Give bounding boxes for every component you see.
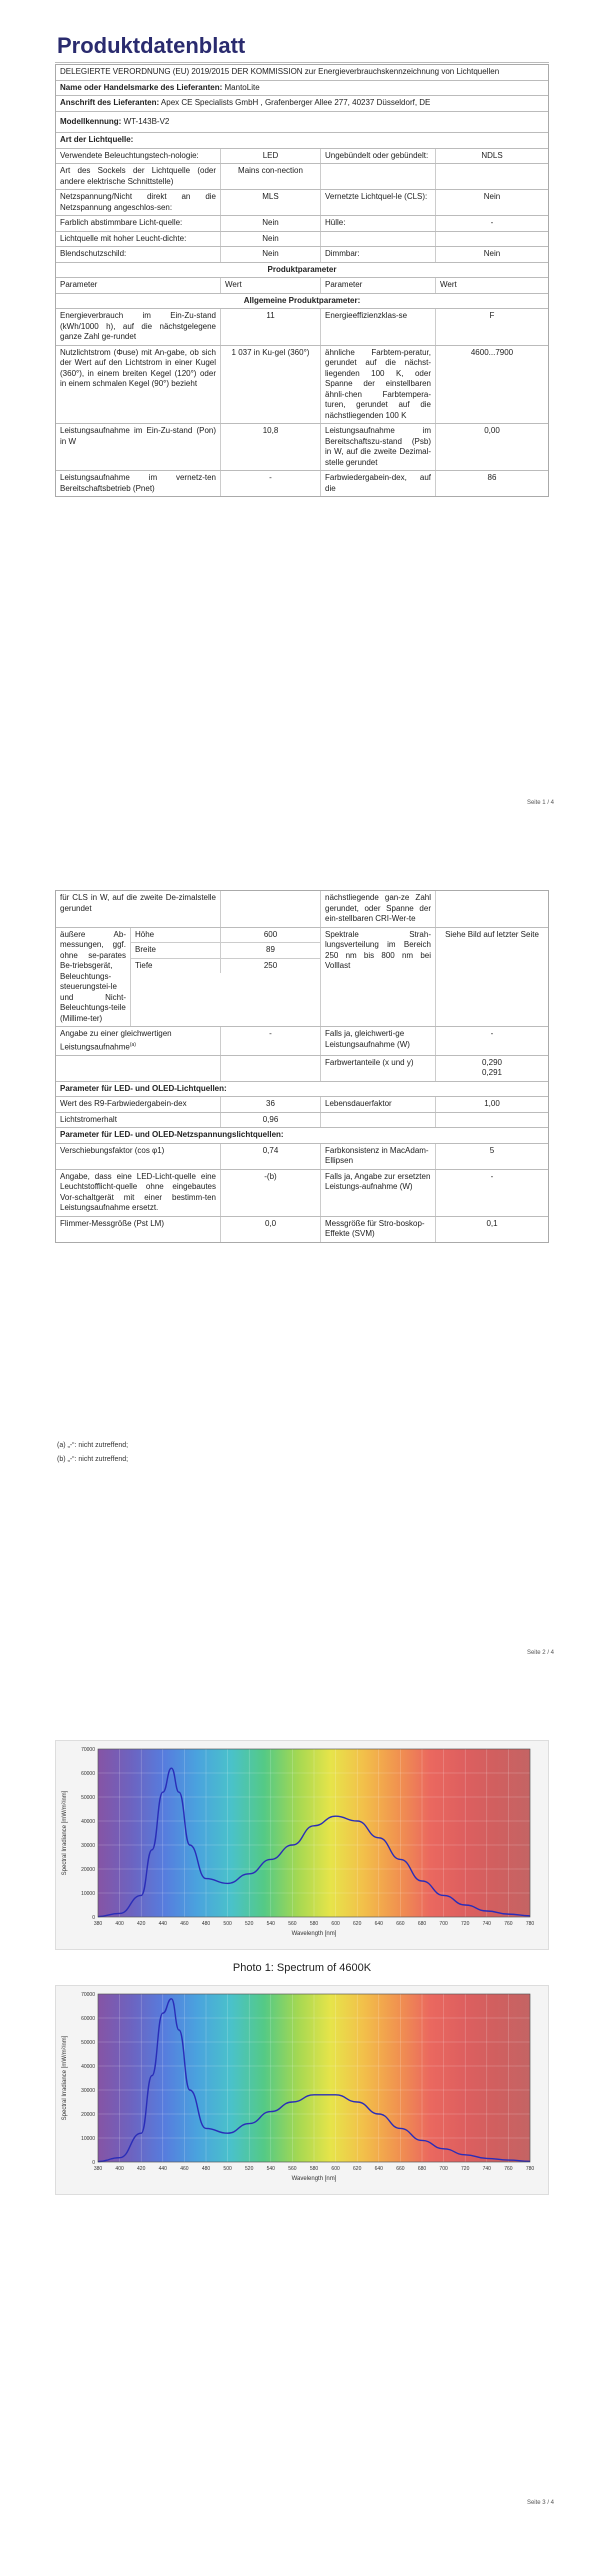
x-tick-label: 400	[115, 2166, 124, 2172]
datasheet-table-page2	[55, 890, 549, 1243]
x-tick-label: 680	[417, 1921, 427, 1927]
y-tick-label: 70000	[81, 1992, 95, 1998]
cell-value: 1,00	[484, 1099, 500, 1109]
dimension-value: 89	[266, 945, 275, 954]
table-row	[56, 1056, 548, 1082]
document-title: Produktdatenblatt	[57, 33, 246, 58]
page-number: Seite 1 / 4	[526, 800, 554, 806]
x-tick-label: 600	[331, 1921, 340, 1927]
spectral-value: Siehe Bild auf letzter Seite	[445, 929, 539, 939]
cell-value: Nein	[221, 232, 321, 247]
x-tick-label: 400	[115, 1921, 124, 1927]
x-tick-label: 760	[504, 1921, 513, 1927]
spectrum-figure-1	[55, 1740, 549, 1950]
cell-label: Blendschutzschild:	[56, 247, 221, 262]
cell-empty	[56, 1056, 221, 1081]
cell-label	[321, 232, 436, 247]
page-1	[0, 0, 604, 850]
title-divider	[55, 62, 549, 63]
cell-label: Vernetzte Lichtquel-le (CLS):	[321, 190, 436, 215]
dimensions-row	[56, 928, 548, 1028]
cell-value: MLS	[221, 190, 321, 215]
cell-value	[436, 1056, 548, 1081]
cell-label: ähnliche Farbtem-peratur, gerundet auf die nächst-liegenden 100 K, oder Spanne der einstellbaren ähnli-chen Farbtempera-turen, gerundet auf die nächstliegenden 100 K	[321, 346, 436, 424]
x-tick-label: 720	[461, 1921, 470, 1927]
led-params-heading: Parameter für LED- und OLED-Lichtquellen:	[60, 1083, 227, 1093]
x-tick-label: 500	[223, 1921, 232, 1927]
dimensions-block	[56, 928, 321, 1027]
x-tick-label: 660	[396, 2166, 405, 2172]
cell-label	[56, 1027, 221, 1055]
table-row	[56, 149, 548, 165]
dimension-key: Höhe	[131, 928, 221, 943]
y-tick-label: 0	[92, 2160, 95, 2166]
general-params-heading: Allgemeine Produktparameter:	[243, 295, 361, 305]
cell-empty	[221, 1056, 321, 1081]
x-tick-label: 520	[245, 1921, 254, 1927]
cell-value: F	[489, 311, 495, 320]
table-row	[56, 1170, 548, 1217]
x-tick-label: 700	[439, 2166, 448, 2172]
cell-value: LED	[221, 149, 321, 164]
page-3	[0, 1700, 604, 2550]
x-axis-label: Wavelength [nm]	[291, 1931, 337, 1937]
y-axis-label: Spectral Irradiance [mW/m²/nm]	[62, 1790, 68, 1876]
y-tick-label: 30000	[81, 1843, 95, 1849]
x-tick-label: 740	[482, 1921, 491, 1927]
cell-label: Farbwiedergabein-dex, auf die	[321, 471, 436, 496]
cell-label: Hülle:	[321, 216, 436, 231]
cell-label: für CLS in W, auf die zweite De-zimalstelle gerundet	[56, 891, 221, 927]
footnote-b: (b) „-“: nicht zutreffend;	[57, 1456, 129, 1463]
x-tick-label: 620	[353, 1921, 362, 1927]
model-value: WT-143B-V2	[123, 116, 170, 126]
supplier-name-value: MantoLite	[224, 82, 260, 92]
cell-label: Energieeffizienzklas-se	[321, 309, 436, 345]
cell-label: Leistungsaufnahme im Bereitschaftszu-stand (Psb) in W, auf die zweite Dezimal-stelle gerundet	[321, 424, 436, 470]
color-y-value: 0,291	[481, 1068, 503, 1078]
y-tick-label: 20000	[81, 2112, 95, 2118]
dimension-row	[131, 943, 320, 959]
cell-value: 11	[221, 309, 321, 345]
cell-value: 0,1	[486, 1218, 498, 1228]
equiv-label: Angabe zu einer gleichwertigen Leistungsaufnahme	[60, 1029, 172, 1052]
cell-value: 10,8	[221, 424, 321, 470]
cell-label: Nutzlichtstrom (Φuse) mit An-gabe, ob sich der Wert auf den Lichtstrom in einer Kugel (360°), in einem breiten Kegel (120°) oder in einem schmalen Kegel (90°) bezieht	[56, 346, 221, 424]
footnote-ref: (a)	[129, 1041, 136, 1048]
cell-label: Energieverbrauch im Ein-Zu-stand (kWh/1000 h), auf die nächstgelegene ganze Zahl ge-rundet	[56, 309, 221, 345]
spectral-label: Spektrale Strah-lungsverteilung im Bereich 250 nm bis 800 nm bei Volllast	[321, 928, 436, 1027]
datasheet-table-page1	[55, 64, 549, 497]
cell-label: Farbkonsistenz in MacAdam-Ellipsen	[321, 1144, 436, 1169]
x-tick-label: 380	[93, 1921, 103, 1927]
y-tick-label: 50000	[81, 1795, 95, 1801]
x-tick-label: 660	[396, 1921, 405, 1927]
cell-value: 36	[221, 1097, 321, 1112]
cell-value: 1 037 in Ku-gel (360°)	[221, 346, 321, 424]
x-tick-label: 420	[137, 2166, 146, 2172]
cell-label: Lichtquelle mit hoher Leucht-dichte:	[56, 232, 221, 247]
cell-value: Mains con-nection	[221, 164, 321, 189]
cell-label	[321, 164, 436, 189]
cell-label: Netzspannung/Nicht direkt an die Netzspannung angeschlos-sen:	[56, 190, 221, 215]
dimension-row	[131, 959, 320, 974]
mains-params-heading: Parameter für LED- und OLED-Netzspannungslichtquellen:	[60, 1130, 284, 1140]
header-parameter: Parameter	[321, 278, 436, 293]
cell-value	[436, 164, 548, 189]
cell-label: Ungebündelt oder gebündelt:	[321, 149, 436, 164]
x-tick-label: 740	[482, 2166, 491, 2172]
cell-value	[221, 891, 321, 927]
regulation-text: DELEGIERTE VERORDNUNG (EU) 2019/2015 DER KOMMISSION zur Energieverbrauchskennzeichnung von Lichtquellen	[60, 67, 500, 76]
cell-label: Farbwertanteile (x und y)	[321, 1056, 436, 1081]
header-value: Wert	[440, 280, 457, 289]
spectrum-figure-2	[55, 1985, 549, 2195]
supplier-address-row	[56, 96, 548, 111]
cell-value: -	[490, 1171, 494, 1181]
dimensions-table	[131, 928, 320, 1027]
cell-value: 5	[489, 1145, 495, 1155]
cell-value	[436, 232, 548, 247]
table-row	[56, 1144, 548, 1170]
cell-value: Nein	[483, 249, 501, 258]
x-tick-label: 580	[309, 2166, 319, 2172]
table-row	[56, 1113, 548, 1129]
cell-value: -	[221, 471, 321, 496]
cell-label: Falls ja, gleichwerti-ge Leistungsaufnahme (W)	[321, 1027, 436, 1055]
x-tick-label: 540	[266, 2166, 275, 2172]
x-tick-label: 720	[461, 2166, 470, 2172]
dimensions-label: äußere Ab-messungen, ggf. ohne se-parates Be-triebsgerät, Beleuchtungs-steuerungstei-le und Nicht-Beleuchtungs-teile (Millime-ter)	[56, 928, 131, 1027]
dimension-key: Tiefe	[131, 959, 221, 974]
cell-label: Lebensdauerfaktor	[321, 1097, 436, 1112]
x-tick-label: 700	[439, 1921, 448, 1927]
cell-label: Falls ja, Angabe zur ersetzten Leistungs-aufnahme (W)	[321, 1170, 436, 1216]
product-params-heading: Produktparameter	[267, 264, 337, 274]
x-tick-label: 500	[223, 2166, 232, 2172]
x-tick-label: 420	[137, 1921, 146, 1927]
cell-value: -	[221, 1027, 321, 1055]
table-row	[56, 1097, 548, 1113]
cell-value	[436, 891, 548, 927]
dimension-key: Breite	[131, 943, 221, 958]
y-tick-label: 10000	[81, 2136, 95, 2142]
table-row	[56, 309, 548, 346]
supplier-name-row	[56, 81, 548, 96]
cell-value: 0,74	[221, 1144, 321, 1169]
cell-value: 4600...7900	[470, 347, 514, 357]
y-tick-label: 10000	[81, 1891, 95, 1897]
dimension-row	[131, 928, 320, 944]
x-tick-label: 780	[525, 2166, 535, 2172]
cell-label: Angabe, dass eine LED-Licht-quelle eine Leuchtstofflicht-quelle ohne eingebautes Vor-schaltgerät mit einer bestimm-ten Leistungsaufnahme ersetzt.	[56, 1170, 221, 1216]
x-tick-label: 680	[417, 2166, 427, 2172]
x-axis-label: Wavelength [nm]	[291, 2176, 337, 2182]
cell-label: Dimmbar:	[321, 247, 436, 262]
header-value: Wert	[221, 278, 321, 293]
cell-value: Nein	[221, 216, 321, 231]
cell-label: Verwendete Beleuchtungstech-nologie:	[56, 149, 221, 164]
x-tick-label: 560	[288, 2166, 297, 2172]
cell-value: -(b)	[221, 1170, 321, 1216]
supplier-address-label: Anschrift des Lieferanten:	[60, 98, 160, 107]
cell-label: Art des Sockels der Lichtquelle (oder andere elektrische Schnittstelle)	[56, 164, 221, 189]
cell-value	[436, 1113, 548, 1128]
cell-value: -	[490, 218, 494, 227]
x-tick-label: 620	[353, 2166, 362, 2172]
cell-value: NDLS	[481, 150, 503, 160]
cell-value: 0,00	[484, 426, 500, 435]
x-tick-label: 780	[525, 1921, 535, 1927]
x-tick-label: 540	[266, 1921, 275, 1927]
cell-label: Wert des R9-Farbwiedergabein-dex	[56, 1097, 221, 1112]
page-2	[0, 850, 604, 1700]
light-source-type-heading: Art der Lichtquelle:	[60, 135, 134, 144]
cell-label: Leistungsaufnahme im Ein-Zu-stand (Pon) in W	[56, 424, 221, 470]
page-number: Seite 2 / 4	[526, 1650, 554, 1656]
table-row	[56, 1027, 548, 1056]
x-tick-label: 480	[201, 1921, 211, 1927]
x-tick-label: 460	[180, 1921, 189, 1927]
cell-label: Lichtstromerhalt	[56, 1113, 221, 1128]
cell-label: Messgröße für Stro-boskop-Effekte (SVM)	[321, 1217, 436, 1242]
y-axis-label: Spectral Irradiance [mW/m²/nm]	[62, 2035, 68, 2121]
table-row	[56, 424, 548, 471]
x-tick-label: 640	[374, 2166, 383, 2172]
table-row	[56, 346, 548, 425]
dimension-value: 250	[263, 960, 278, 970]
y-tick-label: 60000	[81, 1771, 95, 1777]
x-tick-label: 640	[374, 1921, 383, 1927]
figure-caption: Photo 1: Spectrum of 4600K	[232, 1962, 372, 1974]
cell-label: Flimmer-Messgröße (Pst LM)	[56, 1217, 221, 1242]
y-tick-label: 50000	[81, 2040, 95, 2046]
model-row	[56, 112, 548, 133]
x-tick-label: 600	[331, 2166, 340, 2172]
cell-label: Farblich abstimmbare Licht-quelle:	[56, 216, 221, 231]
supplier-name-label: Name oder Handelsmarke des Lieferanten:	[60, 82, 223, 92]
table-row	[56, 216, 548, 232]
table-row	[56, 190, 548, 216]
param-header-row	[56, 278, 548, 294]
footnote-a: (a) „-“: nicht zutreffend;	[57, 1442, 129, 1449]
x-tick-label: 440	[158, 2166, 167, 2172]
table-row	[56, 1217, 548, 1242]
table-row	[56, 232, 548, 248]
cell-label: Leistungsaufnahme im vernetz-ten Bereitschaftsbetrieb (Pnet)	[56, 471, 221, 496]
model-label: Modellkennung:	[60, 116, 122, 126]
x-tick-label: 460	[180, 2166, 189, 2172]
y-tick-label: 20000	[81, 1867, 95, 1873]
table-row	[56, 247, 548, 263]
header-parameter: Parameter	[56, 278, 221, 293]
x-tick-label: 480	[201, 2166, 211, 2172]
cell-value: 86	[487, 473, 497, 482]
x-tick-label: 760	[504, 2166, 513, 2172]
table-row	[56, 891, 548, 928]
spectrum-chart-2	[56, 1986, 548, 2194]
cell-value: Nein	[221, 247, 321, 262]
color-x-value: 0,290	[481, 1057, 503, 1067]
y-tick-label: 30000	[81, 2088, 95, 2094]
y-tick-label: 70000	[81, 1747, 95, 1753]
table-row	[56, 471, 548, 496]
cell-label	[321, 1113, 436, 1128]
supplier-address-value: Apex CE Specialists GmbH , Grafenberger Allee 277, 40237 Düsseldorf, DE	[160, 98, 431, 107]
x-tick-label: 520	[245, 2166, 254, 2172]
dimension-value: 600	[263, 929, 278, 939]
table-row	[56, 164, 548, 190]
x-tick-label: 380	[93, 2166, 103, 2172]
spectrum-chart-1	[56, 1741, 548, 1949]
cell-value: 0,96	[221, 1113, 321, 1128]
cell-value: Nein	[483, 192, 501, 201]
y-tick-label: 40000	[81, 2064, 95, 2070]
page-number: Seite 3 / 4	[526, 2500, 554, 2506]
cell-label: Verschiebungsfaktor (cos φ1)	[56, 1144, 221, 1169]
y-tick-label: 40000	[81, 1819, 95, 1825]
y-tick-label: 60000	[81, 2016, 95, 2022]
x-tick-label: 580	[309, 1921, 319, 1927]
cell-label: nächstliegende gan-ze Zahl gerundet, oder Spanne der ein-stellbaren CRI-Wer-te	[321, 891, 436, 927]
x-tick-label: 560	[288, 1921, 297, 1927]
cell-value: 0,0	[221, 1217, 321, 1242]
x-tick-label: 440	[158, 1921, 167, 1927]
cell-value: -	[490, 1029, 494, 1038]
y-tick-label: 0	[92, 1915, 95, 1921]
